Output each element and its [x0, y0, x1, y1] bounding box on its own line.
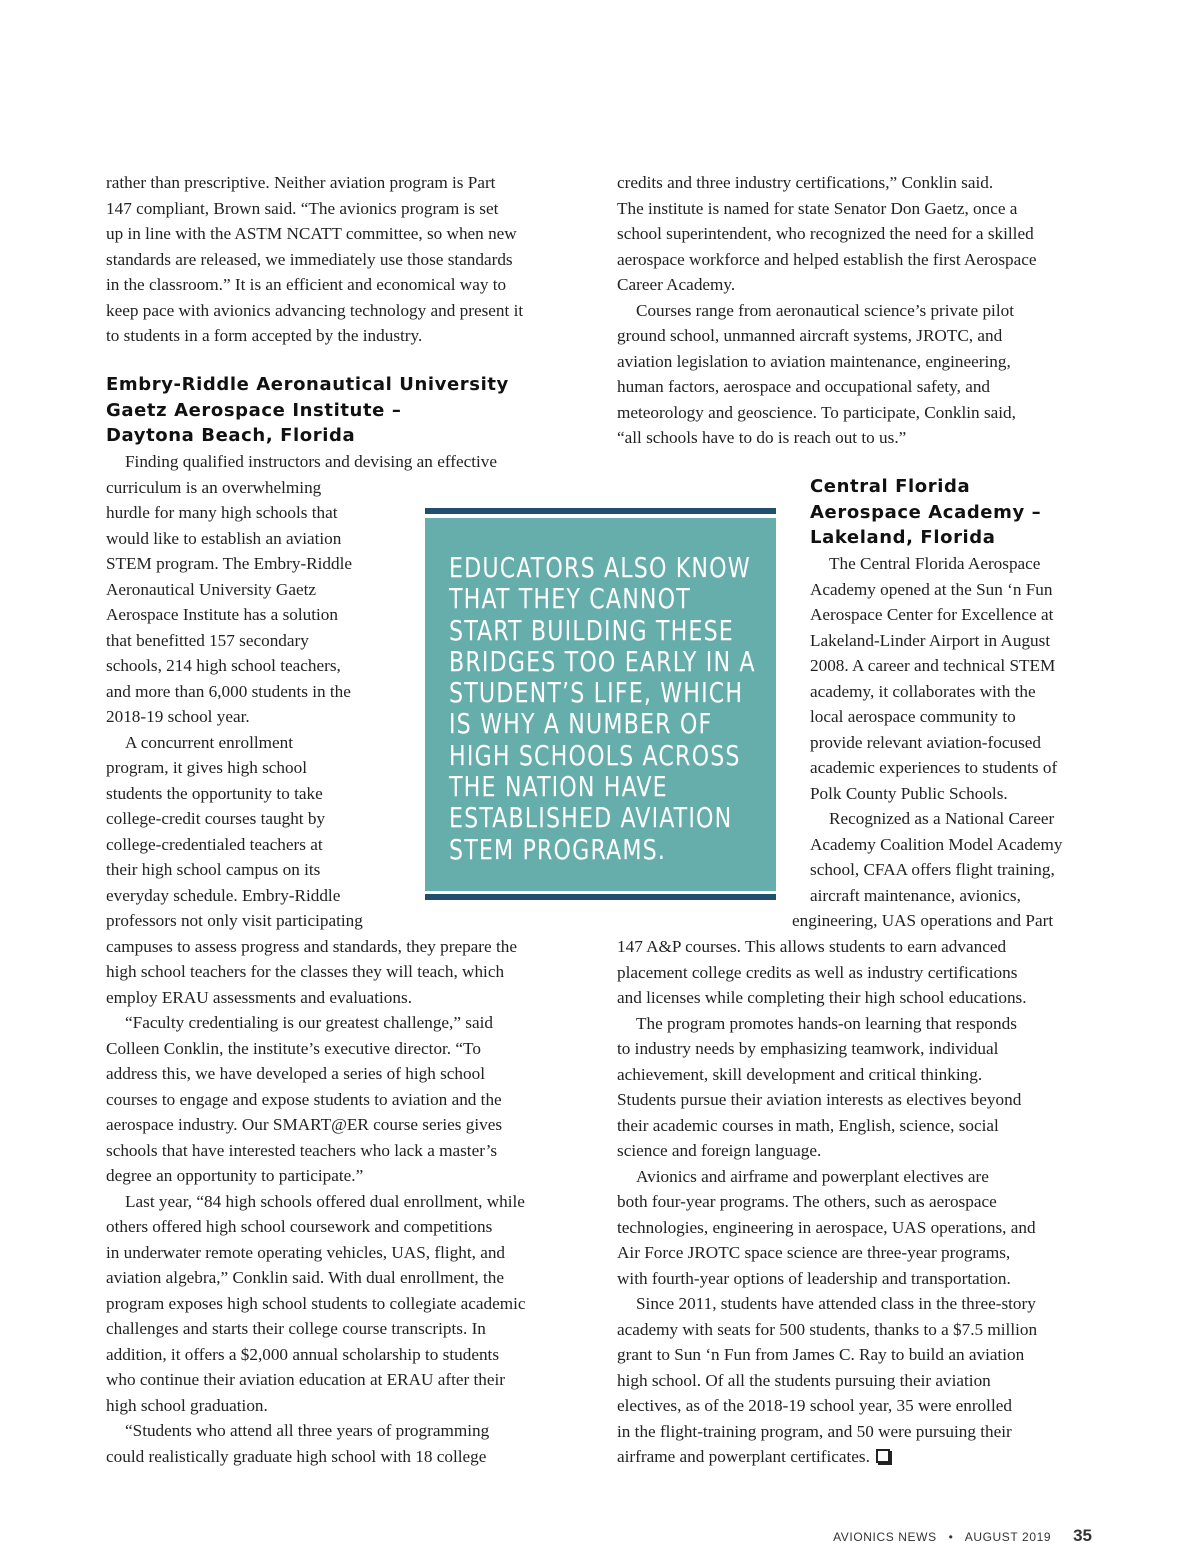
- text-line: keep pace with avionics advancing technology and present it: [106, 300, 524, 320]
- end-mark-icon: [876, 1449, 890, 1463]
- left-para-5: [106, 1189, 526, 1419]
- text-line: academy with seats for 500 students, thanks to a $7.5 million: [617, 1319, 1038, 1339]
- text-line: Air Force JROTC space science are three-year programs,: [617, 1243, 1011, 1262]
- text-line: academic experiences to students of: [810, 758, 1058, 777]
- text-line: campuses to assess progress and standards, they prepare the: [106, 936, 517, 956]
- text-line: aviation legislation to aviation maintenance, engineering,: [617, 351, 1011, 371]
- text-line: aircraft maintenance, avionics,: [810, 885, 1021, 905]
- text-line: Recognized as a National Career: [829, 809, 1055, 828]
- left-para-6: [106, 1418, 526, 1469]
- text-line: degree an opportunity to participate.”: [106, 1166, 364, 1185]
- text-line: to industry needs by emphasizing teamwork, individual: [617, 1039, 999, 1058]
- text-line: and licenses while completing their high school educations.: [617, 988, 1027, 1007]
- text-line: address this, we have developed a series of high school: [106, 1064, 485, 1083]
- right-para-7: [617, 1291, 1037, 1470]
- text-line: The Central Florida Aerospace: [829, 554, 1041, 573]
- text-line: others offered high school coursework and competitions: [106, 1217, 493, 1236]
- text-line: Daytona Beach, Florida: [106, 425, 356, 446]
- text-line: addition, it offers a $2,000 annual scholarship to students: [106, 1344, 500, 1364]
- text-line: Students pursue their aviation interests as electives beyond: [617, 1090, 1022, 1109]
- pull-quote-box: [425, 518, 776, 891]
- footer-publication: AVIONICS NEWS: [833, 1530, 937, 1544]
- text-line: up in line with the ASTM NCATT committee, so when new: [106, 224, 517, 243]
- text-line: The program promotes hands-on learning that responds: [636, 1013, 1017, 1033]
- text-line: The institute is named for state Senator Don Gaetz, once a: [617, 198, 1018, 218]
- text-line: Central Florida: [810, 476, 971, 497]
- text-line: STEM program. The Embry-Riddle: [106, 554, 352, 573]
- right-body-narrow: [810, 551, 1063, 908]
- text-line: ground school, unmanned aircraft systems, JROTC, and: [617, 326, 1003, 345]
- text-line: technologies, engineering in aerospace, UAS operations, and: [617, 1217, 1036, 1237]
- text-line: curriculum is an overwhelming: [106, 477, 322, 497]
- right-para-3-narrow: [810, 551, 1063, 806]
- text-line: rather than prescriptive. Neither aviation program is Part: [106, 173, 496, 192]
- text-line: college-credentialed teachers at: [106, 834, 323, 854]
- text-line: credits and three industry certifications,” Conklin said.: [617, 173, 994, 192]
- text-line: hurdle for many high schools that: [106, 503, 338, 522]
- text-line: employ ERAU assessments and evaluations.: [106, 987, 412, 1007]
- right-para-2: [617, 298, 1036, 451]
- text-line: airframe and powerplant certificates.: [617, 1444, 1037, 1470]
- footer-separator: •: [948, 1530, 954, 1544]
- text-line: Career Academy.: [617, 275, 736, 294]
- text-line: Avionics and airframe and powerplant electives are: [636, 1166, 989, 1186]
- page-footer: [833, 1526, 1092, 1546]
- section-heading-central-florida: [810, 474, 1041, 551]
- pull-quote-top-rule: [425, 508, 776, 514]
- text-line: that benefitted 157 secondary: [106, 630, 309, 650]
- text-line: academy, it collaborates with the: [810, 681, 1036, 701]
- text-line: meteorology and geoscience. To participate, Conklin said,: [617, 402, 1016, 422]
- left-para-1: [106, 170, 523, 349]
- text-line: “Students who attend all three years of programming: [125, 1421, 490, 1440]
- text-line: could realistically graduate high school with 18 college: [106, 1446, 487, 1466]
- text-line: school superintendent, who recognized the need for a skilled: [617, 224, 1034, 243]
- footer-page-number: 35: [1073, 1526, 1092, 1545]
- text-line: both four-year programs. The others, such as aerospace: [617, 1192, 997, 1211]
- text-line: challenges and starts their college course transcripts. In: [106, 1319, 486, 1338]
- pull-quote-text: EDUCATORS ALSO KNOW THAT THEY CANNOT START BUILDING THESE BRIDGES TOO EARLY IN A STUDENT’S LIFE, WHICH IS WHY A NUMBER OF HIGH SCHOOLS ACROSS THE NATION HAVE ESTABLISHED AVIATION STEM PROGRAMS.: [449, 551, 756, 866]
- text-line: college-credit courses taught by: [106, 809, 326, 828]
- text-line: “Faculty credentialing is our greatest challenge,” said: [125, 1013, 493, 1032]
- text-line: placement college credits as well as industry certifications: [617, 962, 1018, 982]
- text-line: Aeronautical University Gaetz: [106, 579, 316, 599]
- right-body-mid: [792, 908, 1053, 934]
- text-line: Academy opened at the Sun ‘n Fun: [810, 579, 1053, 599]
- text-line: provide relevant aviation-focused: [810, 732, 1041, 752]
- text-line: Courses range from aeronautical science’s private pilot: [636, 300, 1014, 320]
- text-line: Embry-Riddle Aeronautical University: [106, 374, 509, 395]
- text-line: aerospace workforce and helped establish the first Aerospace: [617, 249, 1037, 269]
- text-line: their high school campus on its: [106, 860, 321, 879]
- text-line: their academic courses in math, English, science, social: [617, 1115, 999, 1135]
- section-heading-embry-riddle: [106, 372, 509, 449]
- text-line: “all schools have to do is reach out to us.”: [617, 428, 907, 447]
- right-para-4-mid-line: engineering, UAS operations and Part: [792, 911, 1054, 930]
- text-line: grant to Sun ‘n Fun from James C. Ray to build an aviation: [617, 1345, 1025, 1364]
- right-para-4-narrow: [810, 806, 1063, 908]
- right-body-top: [617, 170, 1036, 451]
- text-line: 2008. A career and technical STEM: [810, 656, 1056, 675]
- text-line: Aerospace Institute has a solution: [106, 605, 338, 624]
- text-line: and more than 6,000 students in the: [106, 681, 351, 701]
- text-line: program exposes high school students to collegiate academic: [106, 1293, 526, 1313]
- pull-quote: [425, 508, 776, 900]
- text-line: science and foreign language.: [617, 1141, 822, 1160]
- text-line: human factors, aerospace and occupational safety, and: [617, 377, 991, 396]
- text-line: Academy Coalition Model Academy: [810, 834, 1063, 854]
- text-line: 147 compliant, Brown said. “The avionics program is set: [106, 198, 499, 218]
- text-line: everyday schedule. Embry-Riddle: [106, 885, 341, 905]
- text-line: who continue their aviation education at ERAU after their: [106, 1370, 505, 1389]
- text-line: schools, 214 high school teachers,: [106, 656, 341, 675]
- text-line: students the opportunity to take: [106, 783, 323, 803]
- text-line: aerospace industry. Our SMART@ER course series gives: [106, 1115, 503, 1134]
- text-line: professors not only visit participating: [106, 911, 363, 930]
- left-para-2-first-line: Finding qualified instructors and devising an effective: [125, 452, 497, 471]
- text-line: to students in a form accepted by the industry.: [106, 326, 423, 345]
- text-line: achievement, skill development and critical thinking.: [617, 1064, 983, 1084]
- text-line: Gaetz Aerospace Institute –: [106, 399, 402, 421]
- left-heading: [106, 372, 509, 449]
- left-para-3-full: [106, 934, 526, 1011]
- text-line: high school. Of all the students pursuing their aviation: [617, 1370, 991, 1390]
- right-para-1: [617, 170, 1036, 298]
- text-line: schools that have interested teachers who lack a master’s: [106, 1140, 498, 1160]
- text-line: Polk County Public Schools.: [810, 783, 1008, 803]
- right-body-bottom: [617, 934, 1037, 1470]
- text-line: in the flight-training program, and 50 were pursuing their: [617, 1421, 1012, 1441]
- left-column: [106, 170, 523, 349]
- text-line: in underwater remote operating vehicles, UAS, flight, and: [106, 1242, 506, 1262]
- right-para-5: [617, 1011, 1037, 1164]
- text-line: courses to engage and expose students to aviation and the: [106, 1089, 502, 1109]
- text-line: Aerospace Academy –: [810, 501, 1042, 523]
- text-line: high school graduation.: [106, 1395, 268, 1415]
- text-line: A concurrent enrollment: [125, 732, 293, 752]
- text-line: in the classroom.” It is an efficient and economical way to: [106, 275, 507, 294]
- pull-quote-bottom-rule: [425, 894, 776, 900]
- text-line: electives, as of the 2018-19 school year, 35 were enrolled: [617, 1396, 1012, 1415]
- text-line: 147 A&P courses. This allows students to earn advanced: [617, 937, 1007, 956]
- footer-issue: AUGUST 2019: [964, 1530, 1052, 1544]
- text-line: local aerospace community to: [810, 707, 1016, 726]
- text-line: Since 2011, students have attended class in the three-story: [636, 1294, 1036, 1313]
- text-line: Aerospace Center for Excellence at: [810, 605, 1054, 624]
- text-line: 2018-19 school year.: [106, 707, 250, 726]
- right-para-4-full: [617, 934, 1037, 1011]
- text-line: Last year, “84 high schools offered dual enrollment, while: [125, 1191, 525, 1211]
- right-heading: [810, 474, 1041, 551]
- text-line: school, CFAA offers flight training,: [810, 860, 1055, 879]
- text-line: program, it gives high school: [106, 758, 307, 777]
- text-line: high school teachers for the classes they will teach, which: [106, 962, 505, 981]
- text-line: Lakeland, Florida: [810, 527, 996, 548]
- text-line: would like to establish an aviation: [106, 528, 342, 548]
- text-line: standards are released, we immediately use those standards: [106, 249, 513, 269]
- left-para-4: [106, 1010, 526, 1189]
- text-line: aviation algebra,” Conklin said. With dual enrollment, the: [106, 1268, 505, 1287]
- text-line: Colleen Conklin, the institute’s executive director. “To: [106, 1038, 481, 1058]
- text-line: Lakeland-Linder Airport in August: [810, 630, 1051, 650]
- text-line: with fourth-year options of leadership and transportation.: [617, 1268, 1011, 1288]
- right-para-6: [617, 1164, 1037, 1292]
